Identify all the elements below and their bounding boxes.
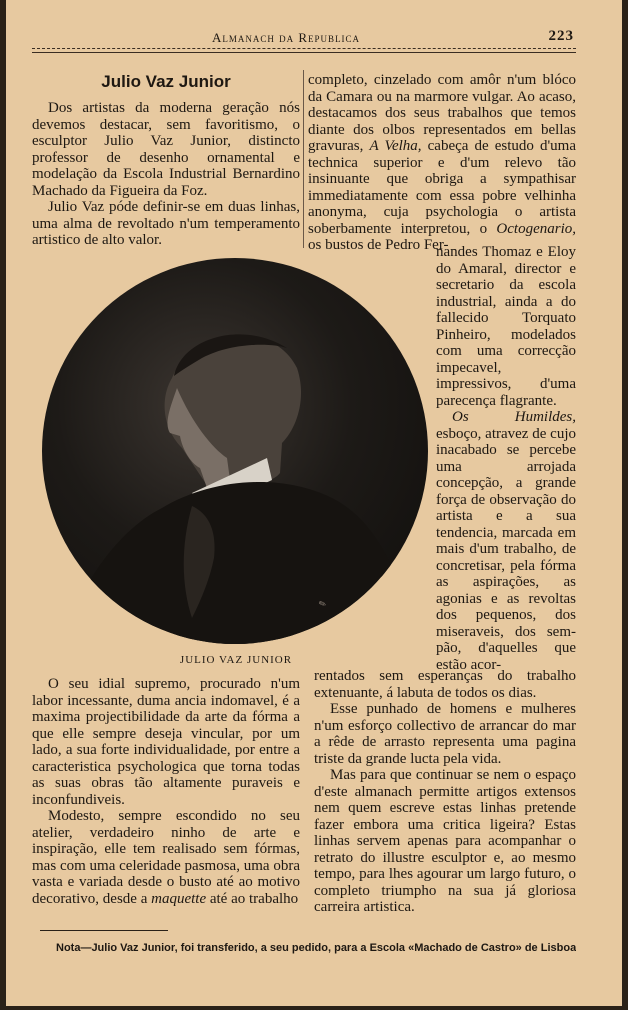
work-title: Octogenario,: [496, 220, 576, 237]
right-column-top: [308, 72, 576, 254]
paragraph: Modesto, sempre escondido no seu atelier, verdadeiro ninho de arte e inspiração, elle tem realisado sem fórmas, mas com uma celeridade pasmosa, uma obra vasta e variada desde o busto até ao motivo decorativo, desde a maquette até ao trabalho: [32, 808, 300, 907]
page-number: 223: [548, 28, 574, 44]
right-column-bottom: [314, 668, 576, 916]
footnote-rule: [40, 930, 168, 931]
column-divider: [303, 70, 304, 248]
emphasis: maquette: [151, 890, 207, 907]
article-title: Julio Vaz Junior: [101, 72, 231, 91]
paragraph: rentados sem esperanças do trabalho extenuante, á labuta de todos os dias.: [314, 668, 576, 701]
paragraph: Esse punhado de homens e mulheres n'um esforço collectivo de arrancar do mar a rêde de arrasto representa uma pagina triste da grande lucta pela vida.: [314, 701, 576, 767]
paragraph: Os Humildes, esboço, atravez de cujo inacabado se percebe uma arrojada concepção, a grande força de observação do artista e a sua tendencia, marcada em mais d'um trabalho, de concretisar, pela fórma as aspirações, as agonias e as revoltas dos pequenos, dos miseraveis, dos sem-pão, d'aquelles que estão acor-: [436, 409, 576, 673]
portrait-photo: [42, 258, 428, 644]
svg-text:✎: ✎: [317, 598, 329, 611]
work-title: A Velha,: [369, 138, 422, 154]
paragraph: O seu idial supremo, procurado n'um labor incessante, duma ancia indomavel, é a maxima projectibilidade da arte da fórma a que elle sempre deseja vincular, por um lado, a sua forte individualidade, por entre a caracteristica psychologica que torna todas as suas obras tão altamente puraveis e inconfundiveis.: [32, 676, 300, 808]
paragraph: Mas para que continuar se nem o espaço d'este almanach permitte artigos extensos nem quem escreve estas linhas pretende fazer embora uma critica ligeira? Estas linhas servem apenas para acompanhar o retrato do illustre esculptor e, ao mesmo tempo, para lhes agourar um largo futuro, o completo triumpho na sua já gloriosa carreira artistica.: [314, 767, 576, 915]
portrait-figure: [42, 258, 428, 644]
left-column-top: [32, 100, 300, 249]
paragraph: Dos artistas da moderna geração nós devemos destacar, sem favoritismo, o esculptor Julio Vaz Junior, distincto professor de desenho ornamental e modelação da Escola Industrial Bernardino Machado da Figueira da Foz.: [32, 100, 300, 199]
header-rule: [32, 48, 576, 53]
paragraph: nandes Thomaz e Eloy do Amaral, director e secretario da escola industrial, ainda a do fallecido Torquato Pinheiro, modelados com uma correcção impecavel, impressivos, d'uma parecença flagrante.: [436, 244, 576, 409]
running-title: Almanach da Republica: [212, 30, 361, 45]
left-column-bottom: [32, 676, 300, 907]
paragraph: Julio Vaz póde definir-se em duas linhas, uma alma de revoltado n'um temperamento artistico de alto valor.: [32, 199, 300, 248]
right-column-narrow: [436, 244, 576, 673]
footnote: Nota—Julio Vaz Junior, foi transferido, a seu pedido, para a Escola «Machado de Castro» de Lisboa: [56, 942, 576, 954]
running-head: [32, 28, 572, 48]
work-title: Os Humildes,: [452, 409, 576, 425]
page: [6, 0, 622, 1006]
portrait-caption: JULIO VAZ JUNIOR: [179, 654, 293, 666]
paragraph: completo, cinzelado com amôr n'um blóco da Camara ou na marmore vulgar. Ao acaso, destacamos dos seus trabalhos que temos diante dos olbos representados em bellas gravuras, A Velha, cabeça de estudo d'uma technica superior e d'um relevo tão insinuante que obriga a sympathisar immediatamente com essa pobre velhinha anonyma, cuja psychologia o artista soberbamente interpretou, o Octogenario, os bustos de Pedro Fer-: [308, 72, 577, 253]
